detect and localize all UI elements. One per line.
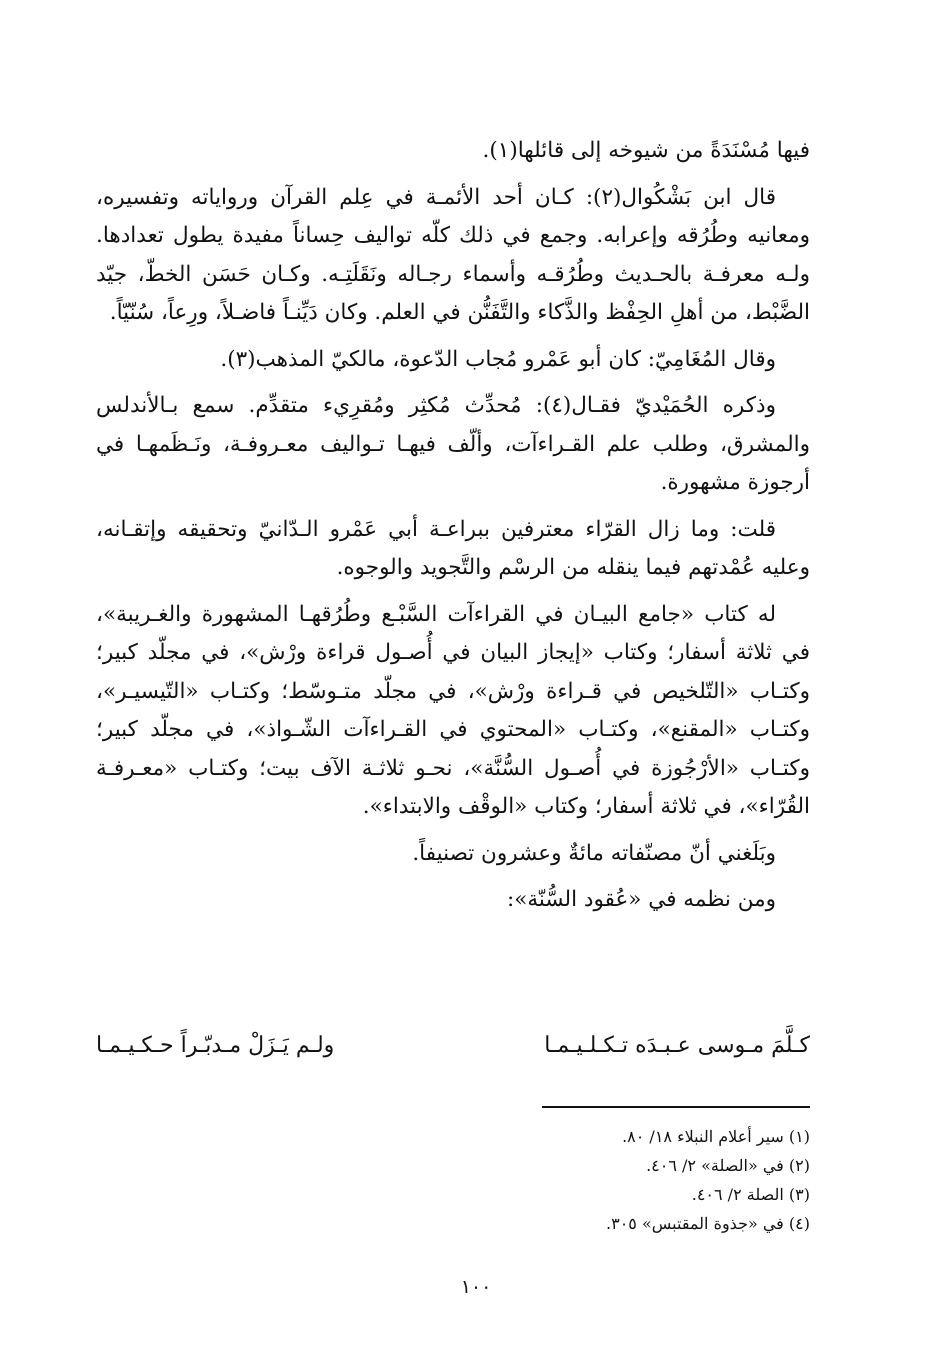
main-text [96,132,810,920]
paragraph-1: فيها مُسْنَدَةً من شيوخه إلى قائلها(١). [482,138,810,163]
footnote-divider [542,1106,810,1108]
paragraph-6: له كتاب «جامع البيـان في القراءآت السَّبْـع وطُرُقهـا المشهورة والغـريبة»، في ثلاثة أسفار؛ وكتاب «إيجاز البيان في أُصـول قراءة ورْش»، في مجلّد كبير؛ وكتـاب «التّلخيص في قـراءة ورْش»، في مجلّد متـوسّط؛ وكتـاب «التّيسيـر»، وكتـاب «المقنع»، وكتـاب «المحتوي في القـراءآت الشّـواذ»، في مجلّد كبير؛ وكتـاب «الأرْجُوزة في أُصـول السُّنَّة»، نحـو ثلاثـة الآف بيت؛ وكتـاب «معـرفـة القُرّاء»، في ثلاثة أسفار؛ وكتاب «الوقْف والابتداء». [96,601,810,819]
footnote-2: (٢) في «الصلة» ٢/ ٤٠٦. [646,1156,810,1175]
poem-verse [96,1027,810,1065]
verse-second-hemistich: ولـم يَـزَلْ مـدبّـراً حـكـيـمـا [96,1033,335,1058]
paragraph-2: قال ابن بَشْكُوال(٢): كـان أحد الأئمـة في عِلم القرآن ورواياته وتفسيره، ومعانيه وطُرُقه وإعرابه. وجمع في ذلك كلّه تواليف حِساناً مفيدة يطول تعدادها. ولـه معرفـة بالحـديث وطُرُقـه وأسماء رجـاله ونَقَلَتِـه. وكـان حَسَن الخطّ، جيّد الضَّبْط، من أهلِ الحِفْظ والذَّكاء والتَّفَنُّن في العلم. وكان دَيِّنـاً فاضـلاً، ورِعاً، سُنّيّاً. [96,184,810,325]
footnote-4: (٤) في «جذوة المقتبس» ٣٠٥. [606,1214,810,1233]
footnote-3: (٣) الصلة ٢/ ٤٠٦. [691,1185,810,1204]
verse-first-hemistich: كـلَّمَ مـوسى عـبـدَه تـكـلـيـمـا [544,1033,810,1058]
paragraph-3: وقال المُغَامِيّ: كان أبو عَمْرو مُجاب الدّعوة، مالكيّ المذهب(٣). [220,346,776,372]
paragraph-7: وبَلَغني أنّ مصنّفاته مائةٌ وعشرون تصنيفاً. [412,840,776,866]
footnotes [390,1122,810,1238]
footnote-1: (١) سير أعلام النبلاء ١٨/ ٨٠. [622,1127,810,1146]
paragraph-5: قلت: وما زال القرّاء معترفين ببراعـة أبي عَمْرو الـدّانيّ وتحقيقه وإتقـانه، وعليه عُمْدتهم فيما ينقله من الرسْم والتَّجويد والوجوه. [96,516,810,580]
paragraph-4: وذكره الحُمَيْديّ فقـال(٤): مُحدِّث مُكثِر ومُقرِيء متقدِّم. سمع بـالأندلس والمشرق، وطلب علم القـراءآت، وألّف فيهـا تـواليف معـروفـة، ونَـظَمهـا في أرجوزة مشهورة. [96,393,810,495]
page-number: ١٠٠ [460,1276,492,1298]
paragraph-8: ومن نظمه في «عُقود السُّنّة»: [506,887,776,912]
